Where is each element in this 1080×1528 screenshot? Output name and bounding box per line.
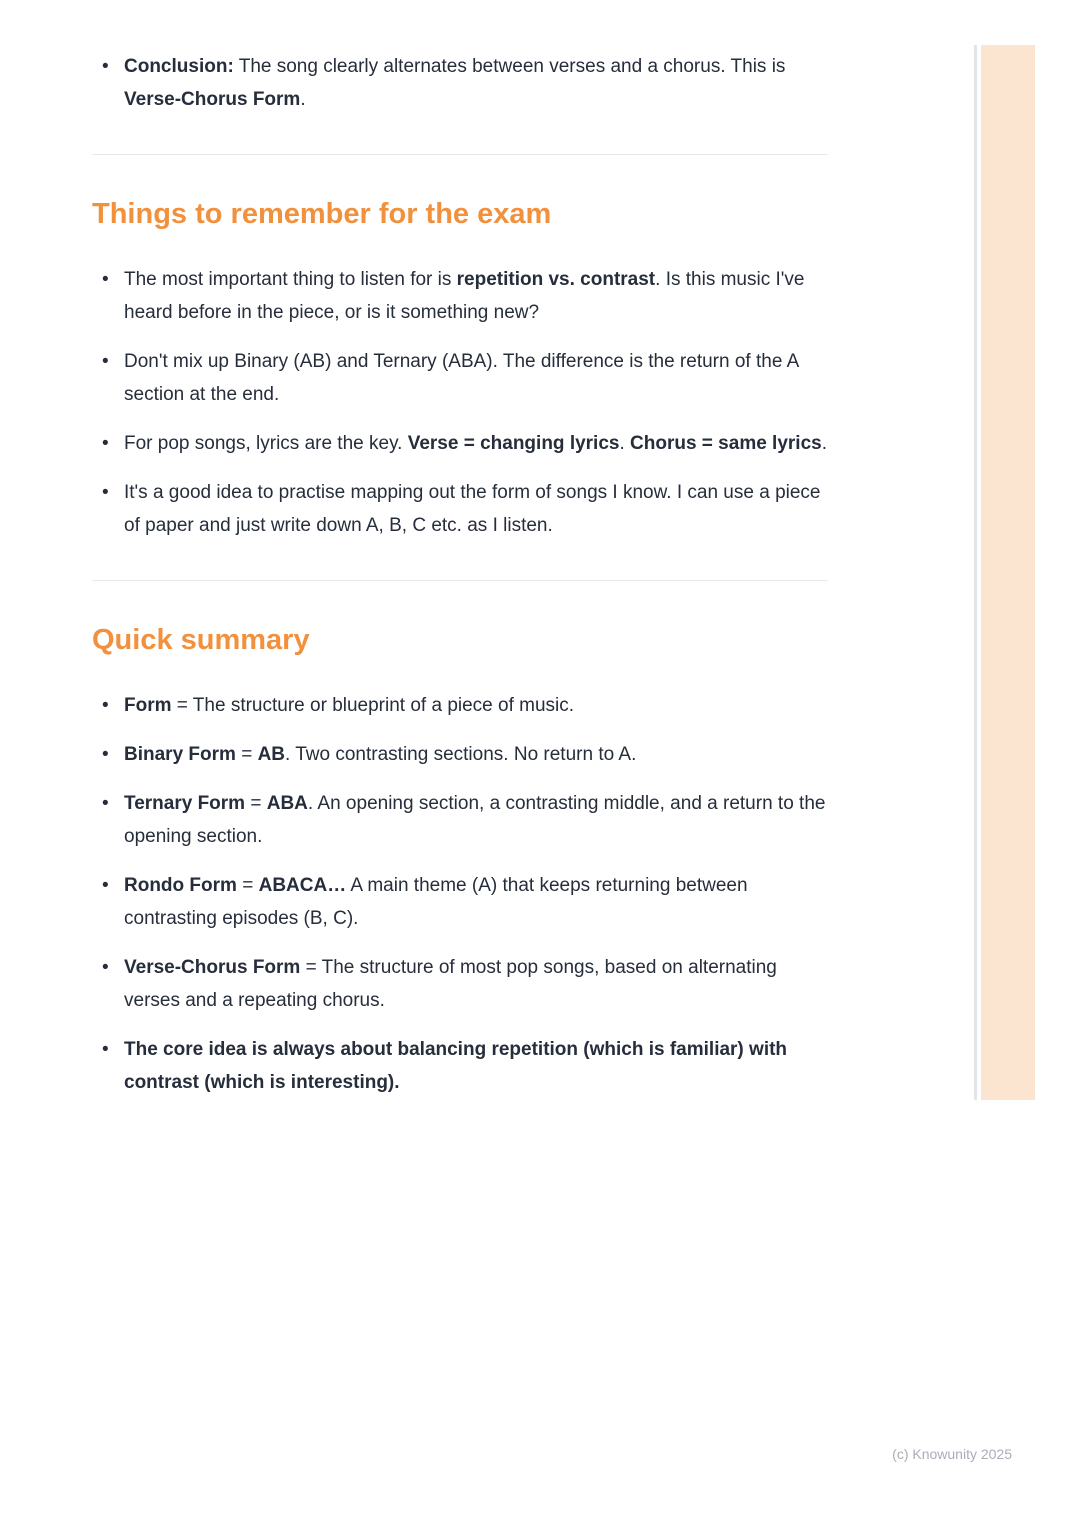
- bullet-text: =: [245, 793, 267, 814]
- bullet-text-bold: Verse = changing lyrics: [407, 433, 620, 454]
- bullet-item: [124, 689, 828, 722]
- bullet-text-bold: Ternary Form: [124, 793, 246, 814]
- bullet-text: It's a good idea to practise mapping out the form of songs I know. I can use a piece of paper and just write down A, B, C etc. as I listen.: [124, 482, 821, 536]
- bullet-text: = The structure or blueprint of a piece of music.: [171, 695, 575, 716]
- bullet-item: [124, 345, 828, 411]
- section-divider: [92, 580, 828, 581]
- bullet-item: [124, 476, 828, 542]
- bullet-item: [124, 50, 828, 116]
- bullet-text: A main theme (A) that keeps returning between contrasting episodes (B, C).: [124, 875, 748, 929]
- bullet-item: [124, 951, 828, 1017]
- bullet-text-bold: Conclusion:: [124, 56, 234, 77]
- bullet-item: [124, 263, 828, 329]
- bullet-text-bold: Form: [124, 695, 172, 716]
- bullet-text-bold: The core idea is always about balancing repetition (which is familiar) with contrast (which is interesting).: [124, 1039, 788, 1093]
- section-divider: [92, 154, 828, 155]
- right-edge-rule: [974, 45, 977, 1100]
- bullet-text-bold: Chorus = same lyrics: [630, 433, 822, 454]
- bullet-text: = The structure of most pop songs, based on alternating verses and a repeating chorus.: [124, 957, 777, 1011]
- quick-summary-bullet-list: [92, 689, 828, 1099]
- bullet-text: .: [300, 89, 306, 110]
- bullet-text: Don't mix up Binary (AB) and Ternary (ABA). The difference is the return of the A section at the end.: [124, 351, 799, 405]
- section-heading-exam-tips: Things to remember for the exam: [92, 198, 552, 230]
- bullet-text-bold: repetition vs. contrast: [456, 269, 656, 290]
- bullet-text: The song clearly alternates between verses and a chorus. This is: [233, 56, 786, 77]
- bullet-text: . Two contrasting sections. No return to A.: [285, 744, 637, 765]
- intro-bullet-list: [92, 50, 828, 116]
- bullet-text: For pop songs, lyrics are the key.: [124, 433, 408, 454]
- bullet-text: .: [619, 433, 631, 454]
- bullet-text: . Is this music I've heard before in the piece, or is it something new?: [124, 269, 805, 323]
- bullet-text: =: [235, 744, 258, 765]
- bullet-text-bold: Verse-Chorus Form: [124, 957, 301, 978]
- bullet-text: =: [236, 875, 259, 896]
- right-accent-bar: [981, 45, 1035, 1100]
- bullet-text-bold: Rondo Form: [124, 875, 237, 896]
- document-content: [92, 50, 828, 1115]
- bullet-text-bold: Binary Form: [124, 744, 236, 765]
- bullet-text: .: [821, 433, 827, 454]
- bullet-text-bold: Verse-Chorus Form: [124, 89, 301, 110]
- footer-copyright: (c) Knowunity 2025: [892, 1446, 1012, 1462]
- exam-tips-bullet-list: [92, 263, 828, 542]
- bullet-item: [124, 787, 828, 853]
- bullet-item: [124, 869, 828, 935]
- bullet-text-bold: AB: [257, 744, 286, 765]
- bullet-text-bold: ABA: [266, 793, 308, 814]
- bullet-text: The most important thing to listen for is: [124, 269, 457, 290]
- bullet-text: . An opening section, a contrasting middle, and a return to the opening section.: [124, 793, 826, 847]
- bullet-item: [124, 738, 828, 771]
- bullet-item: [124, 1033, 828, 1099]
- section-heading-quick-summary: Quick summary: [92, 624, 310, 656]
- bullet-text-bold: ABACA…: [258, 875, 347, 896]
- bullet-item: [124, 427, 828, 460]
